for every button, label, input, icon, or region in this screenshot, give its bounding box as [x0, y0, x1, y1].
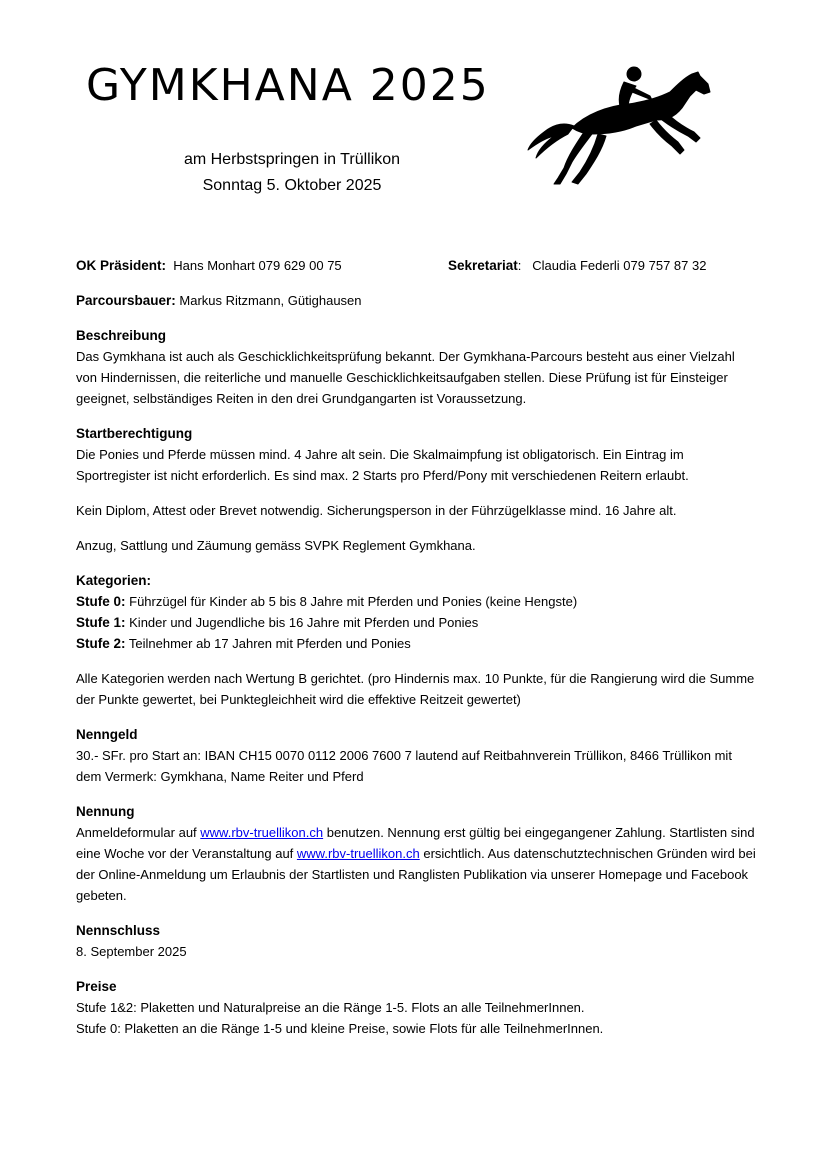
heading-beschreibung: Beschreibung [76, 328, 167, 343]
section-preise [76, 976, 756, 1039]
secretariat-info [448, 255, 756, 276]
nennung-text-2: benutzen. Nennung erst gültig bei eingegangener Zahlung. Startlisten sind eine Woche vor der Veranstaltung auf [76, 825, 755, 861]
preise-line-1: Stufe 1&2: Plaketten und Naturalpreise an die Ränge 1-5. Flots an alle TeilnehmerInnen. [76, 1000, 585, 1015]
category-stufe-0 [76, 591, 756, 612]
beschreibung-text: Das Gymkhana ist auch als Geschicklichkeitsprüfung bekannt. Der Gymkhana-Parcours besteht aus einer Vielzahl von Hindernissen, die reiterliche und manuelle Geschicklichkeitsaufgaben stellen. Diese Prüfung ist für Einsteiger geeignet, selbständiges Reiten in den drei Grundgangarten ist Voraussetzung. [76, 349, 735, 406]
nenngeld-text: 30.- SFr. pro Start an: IBAN CH15 0070 0112 2006 7600 7 lautend auf Reitbahnverein Trüllikon, 8466 Trüllikon mit dem Vermerk: Gymkhana, Name Reiter und Pferd [76, 748, 732, 784]
secretariat-label: Sekretariat [448, 258, 518, 273]
heading-kategorien: Kategorien: [76, 573, 152, 588]
stufe-text: Führzügel für Kinder ab 5 bis 8 Jahre mit Pferden und Ponies (keine Hengste) [129, 594, 578, 609]
website-link[interactable]: www.rbv-truellikon.ch [296, 846, 420, 861]
officials-row [76, 255, 756, 276]
secretariat-value: Claudia Federli 079 757 87 32 [532, 258, 707, 273]
builder-value: Markus Ritzmann, Gütighausen [179, 293, 362, 308]
secretariat-colon: : [517, 258, 522, 273]
section-startberechtigung [76, 423, 756, 486]
section-nennschluss [76, 920, 756, 962]
heading-nennschluss: Nennschluss [76, 923, 161, 938]
kategorien-note: Alle Kategorien werden nach Wertung B gerichtet. (pro Hindernis max. 10 Punkte, für die Rangierung wird die Summe der Punkte gewertet, bei Punktegleichheit wird die effektive Reitzeit gewertet) [76, 671, 755, 707]
event-date: Sonntag 5. Oktober 2025 [202, 177, 382, 194]
event-location: am Herbstspringen in Trüllikon [183, 151, 401, 168]
section-nennung [76, 801, 756, 906]
heading-nenngeld: Nenngeld [76, 727, 138, 742]
course-builder [76, 290, 756, 311]
category-stufe-2 [76, 633, 756, 654]
heading-preise: Preise [76, 979, 117, 994]
stufe-label: Stufe 0: [76, 594, 126, 609]
jumping-horse-rider-icon [524, 62, 714, 192]
startberechtigung-text1: Die Ponies und Pferde müssen mind. 4 Jahre alt sein. Die Skalmaimpfung ist obligatorisch. Ein Eintrag im Sportregister ist nicht erforderlich. Es sind max. 2 Starts pro Pferd/Pony mit verschiedenen Reitern erlaubt. [76, 447, 689, 483]
president-label: OK Präsident: [76, 258, 167, 273]
president-info [76, 255, 448, 276]
preise-line-2: Stufe 0: Plaketten an die Ränge 1-5 und kleine Preise, sowie Flots für alle TeilnehmerInnen. [76, 1021, 604, 1036]
startberechtigung-text2: Kein Diplom, Attest oder Brevet notwendig. Sicherungsperson in der Führzügelklasse mind. 16 Jahre alt. [76, 503, 677, 518]
stufe-text: Teilnehmer ab 17 Jahren mit Pferden und Ponies [128, 636, 411, 651]
document-body [76, 255, 756, 1053]
category-stufe-1 [76, 612, 756, 633]
website-link[interactable]: www.rbv-truellikon.ch [200, 825, 324, 840]
section-beschreibung [76, 325, 756, 409]
heading-startberechtigung: Startberechtigung [76, 426, 193, 441]
stufe-label: Stufe 2: [76, 636, 126, 651]
heading-nennung: Nennung [76, 804, 135, 819]
startberechtigung-text3: Anzug, Sattlung und Zäumung gemäss SVPK Reglement Gymkhana. [76, 538, 476, 553]
builder-label: Parcoursbauer: [76, 293, 176, 308]
president-value: Hans Monhart 079 629 00 75 [173, 258, 342, 273]
stufe-text: Kinder und Jugendliche bis 16 Jahre mit Pferden und Ponies [129, 615, 479, 630]
section-nenngeld [76, 724, 756, 787]
nennung-text-1: Anmeldeformular auf [76, 825, 201, 840]
nennung-text-3: ersichtlich. Aus datenschutztechnischen Gründen wird bei der Online-Anmeldung um Erlaubnis der Startlisten und Ranglisten Publikation via unserer Homepage und Facebook gebeten. [76, 846, 756, 903]
nennschluss-date: 8. September 2025 [76, 944, 187, 959]
section-kategorien [76, 570, 756, 654]
stufe-label: Stufe 1: [76, 615, 126, 630]
page-title: GYMKHANA 2025 [86, 60, 490, 111]
